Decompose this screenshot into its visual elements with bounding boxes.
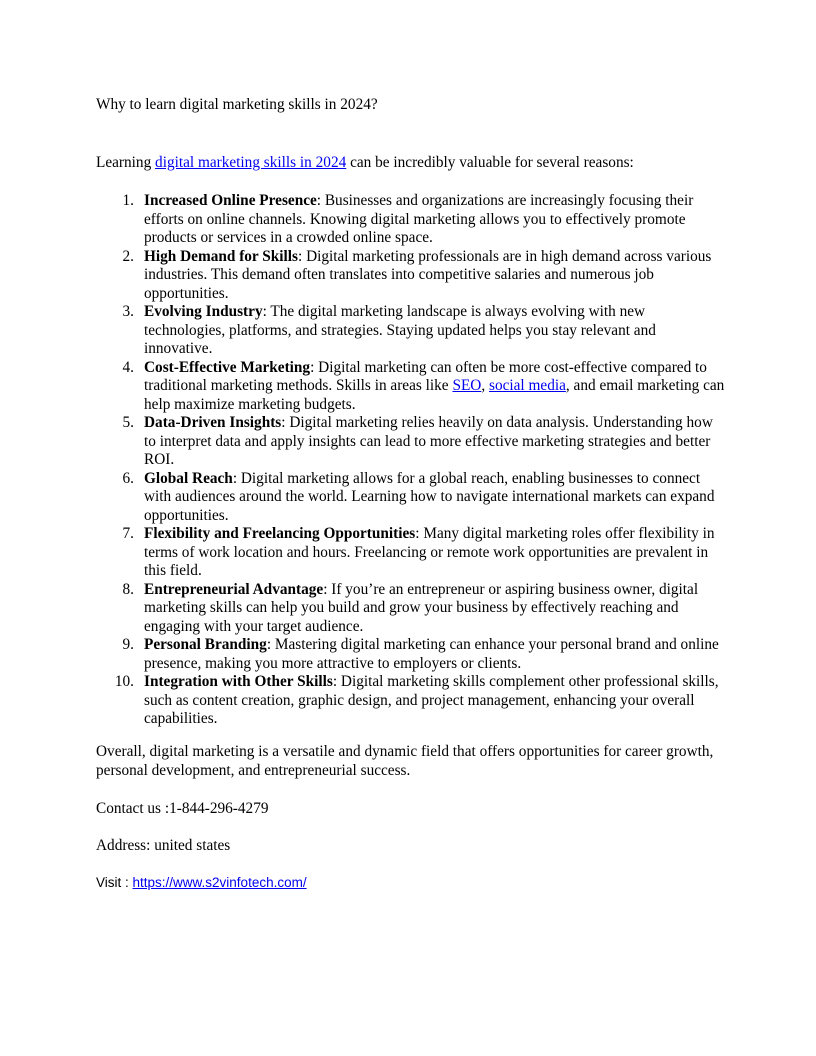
reason-text: : Digital marketing allows for a global reach, enabling businesses to connect with audiences around the world. Learning how to navigate international markets can expand opportunities.: [144, 469, 715, 524]
reason-text: : Digital marketing can often be more cost-effective compared to traditional marketing methods. Skills in areas like: [144, 358, 707, 394]
reason-text: : Many digital marketing roles offer flexibility in terms of work location and hours. Freelancing or remote work opportunities are prevalent in this field.: [144, 525, 715, 579]
social-media-link[interactable]: social media: [489, 377, 566, 394]
overall-paragraph: Overall, digital marketing is a versatile and dynamic field that offers opportunities for career growth, personal development, and entrepreneurial success.: [96, 743, 714, 779]
list-number: 5.: [122, 414, 134, 431]
reason-heading: High Demand for Skills: [144, 247, 298, 265]
reason-heading: Increased Online Presence: [144, 192, 317, 209]
list-number: 7.: [122, 525, 134, 542]
reason-text: : Digital marketing skills complement other professional skills, such as content creation, graphic design, and project management, enhancing your overall capabilities.: [144, 673, 719, 727]
visit-line: [96, 874, 307, 893]
reason-heading: Flexibility and Freelancing Opportunities: [144, 525, 416, 542]
link-separator: ,: [481, 377, 489, 394]
list-item: [96, 192, 726, 248]
address-line: Address: united states: [96, 837, 231, 854]
list-number: 4.: [122, 358, 134, 376]
intro-text-after: can be incredibly valuable for several reasons:: [346, 154, 634, 171]
reason-heading: Evolving Industry: [144, 303, 263, 320]
list-item: [96, 581, 726, 637]
visit-label: Visit :: [96, 875, 133, 890]
reason-text: : Mastering digital marketing can enhance your personal brand and online presence, making you more attractive to employers or clients.: [144, 636, 719, 672]
contact-phone: Contact us :1-844-296-4279: [96, 800, 269, 817]
list-item: [96, 359, 726, 415]
reasons-list: [96, 192, 726, 729]
reason-heading: Entrepreneurial Advantage: [144, 580, 324, 598]
reason-heading: Personal Branding: [144, 636, 267, 653]
list-number: 9.: [122, 636, 134, 653]
list-number: 6.: [122, 469, 134, 487]
reason-heading: Integration with Other Skills: [144, 673, 333, 690]
reason-heading: Data-Driven Insights: [144, 414, 282, 431]
seo-link[interactable]: SEO: [452, 377, 482, 394]
reason-heading: Global Reach: [144, 469, 233, 487]
document-title: Why to learn digital marketing skills in 2024?: [96, 96, 378, 113]
list-item: [96, 414, 726, 470]
digital-marketing-skills-link[interactable]: digital marketing skills in 2024: [155, 154, 347, 171]
website-link[interactable]: https://www.s2vinfotech.com/: [132, 875, 307, 890]
list-item: [96, 470, 726, 526]
list-number: 8.: [122, 580, 134, 598]
list-item: [96, 248, 726, 304]
reason-text: : Businesses and organizations are increasingly focusing their efforts on online channels. Knowing digital marketing allows you to effectively promote products or services in a crowded online space.: [144, 192, 694, 246]
reason-text: : Digital marketing professionals are in high demand across various industries. This demand often translates into competitive salaries and numerous job opportunities.: [144, 247, 712, 302]
list-number: 1.: [122, 192, 134, 209]
list-item: [96, 303, 726, 359]
intro-paragraph: [96, 154, 634, 173]
reason-text: : Digital marketing relies heavily on data analysis. Understanding how to interpret data and apply insights can lead to more effective marketing strategies and better ROI.: [144, 414, 713, 468]
list-number: 10.: [114, 673, 134, 690]
intro-text-before: Learning: [96, 154, 156, 171]
list-item: [96, 525, 726, 581]
list-number: 3.: [122, 303, 134, 320]
reason-text: : The digital marketing landscape is always evolving with new technologies, platforms, and strategies. Staying updated helps you stay relevant and innovative.: [144, 303, 656, 357]
list-number: 2.: [122, 247, 134, 265]
list-item: [96, 636, 726, 673]
reason-heading: Cost-Effective Marketing: [144, 358, 311, 376]
reason-text-continued: , and email marketing can help maximize marketing budgets.: [144, 377, 725, 413]
list-item: [96, 673, 726, 729]
reason-text: : If you’re an entrepreneur or aspiring business owner, digital marketing skills can help you build and grow your business by effectively reaching and engaging with your target audience.: [144, 580, 699, 635]
